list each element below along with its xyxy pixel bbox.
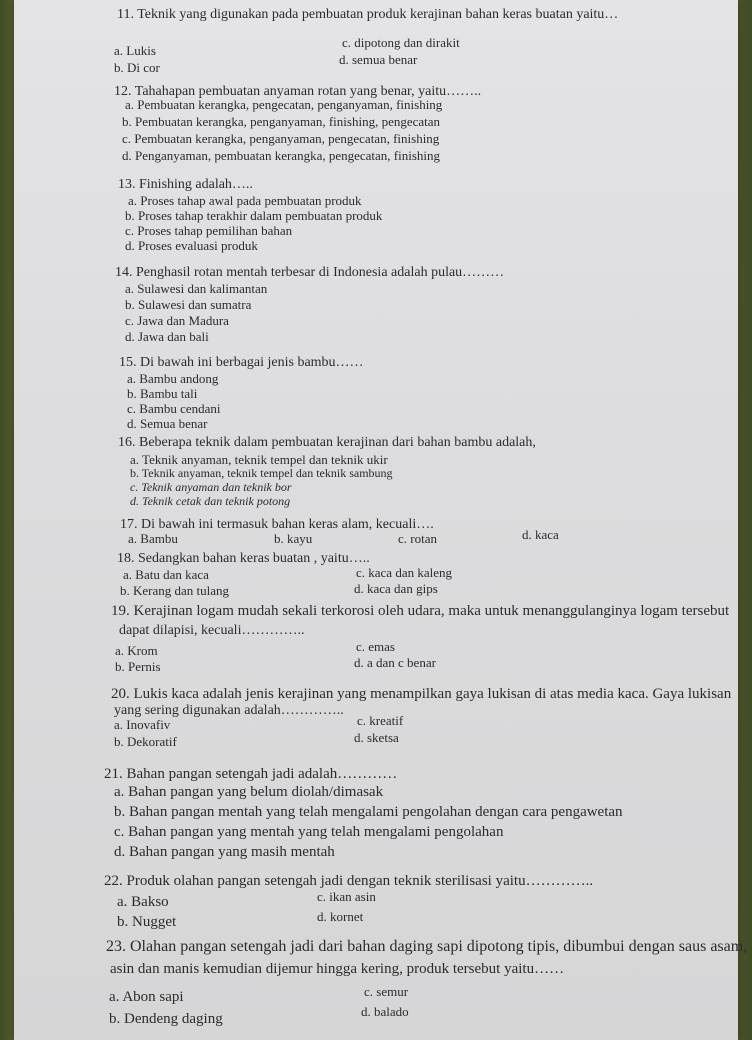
question-22: 22. Produk olahan pangan setengah jadi dengan teknik sterilisasi yaitu………….. <box>104 873 594 889</box>
q18-option-a: a. Batu dan kaca <box>123 567 209 582</box>
q14-option-d: d. Jawa dan bali <box>125 329 209 344</box>
q22-option-c: c. ikan asin <box>317 889 376 904</box>
q19-option-b: b. Pernis <box>115 659 161 674</box>
q15-option-b: b. Bambu tali <box>127 386 198 401</box>
q18-option-b: b. Kerang dan tulang <box>120 583 230 598</box>
question-23-line-1: 23. Olahan pangan setengah jadi dari bahan daging sapi dipotong tipis, dibumbui dengan saus asam, <box>106 938 748 955</box>
q20-option-c: c. kreatif <box>357 713 404 728</box>
q16-option-a: a. Teknik anyaman, teknik tempel dan teknik ukir <box>130 452 388 467</box>
q13-option-d: d. Proses evaluasi produk <box>125 238 258 253</box>
q23-option-a: a. Abon sapi <box>109 989 184 1005</box>
exam-paper <box>14 0 748 1040</box>
question-11: 11. Teknik yang digunakan pada pembuatan produk kerajinan bahan keras buatan yaitu… <box>117 7 619 22</box>
q21-option-b: b. Bahan pangan mentah yang telah mengalami pengolahan dengan cara pengawetan <box>114 804 623 820</box>
question-14: 14. Penghasil rotan mentah terbesar di Indonesia adalah pulau……… <box>115 265 505 280</box>
q15-option-a: a. Bambu andong <box>127 371 219 386</box>
q23-option-b: b. Dendeng daging <box>109 1011 223 1027</box>
q19-option-a: a. Krom <box>115 643 158 658</box>
q23-option-d: d. balado <box>361 1004 409 1019</box>
q11-option-d: d. semua benar <box>339 52 418 67</box>
q14-option-b: b. Sulawesi dan sumatra <box>125 297 252 312</box>
q17-option-c: c. rotan <box>398 531 437 546</box>
question-20-line-2: yang sering digunakan adalah………….. <box>114 703 344 718</box>
question-12: 12. Tahahapan pembuatan anyaman rotan yang benar, yaitu…….. <box>114 84 482 99</box>
question-17: 17. Di bawah ini termasuk bahan keras alam, kecuali…. <box>120 517 434 532</box>
question-15: 15. Di bawah ini berbagai jenis bambu…… <box>119 355 364 370</box>
q13-option-c: c. Proses tahap pemilihan bahan <box>125 223 293 238</box>
q11-option-c: c. dipotong dan dirakit <box>342 35 460 50</box>
q22-option-b: b. Nugget <box>117 914 177 930</box>
q12-option-b: b. Pembuatan kerangka, penganyaman, finishing, pengecatan <box>122 114 441 129</box>
q17-option-b: b. kayu <box>274 531 313 546</box>
question-19-line-1: 19. Kerajinan logam mudah sekali terkorosi oleh udara, maka untuk menanggulanginya logam tersebut <box>111 603 730 619</box>
q16-option-d: d. Teknik cetak dan teknik potong <box>130 494 291 508</box>
q16-option-b: b. Teknik anyaman, teknik tempel dan teknik sambung <box>130 466 393 480</box>
q12-option-d: d. Penganyaman, pembuatan kerangka, pengecatan, finishing <box>122 148 441 163</box>
q12-option-c: c. Pembuatan kerangka, penganyaman, pengecatan, finishing <box>122 131 440 146</box>
q20-option-d: d. sketsa <box>354 730 399 745</box>
q15-option-d: d. Semua benar <box>127 416 208 431</box>
q21-option-a: a. Bahan pangan yang belum diolah/dimasak <box>114 784 384 800</box>
q13-option-a: a. Proses tahap awal pada pembuatan produk <box>128 193 362 208</box>
q23-option-c: c. semur <box>364 984 409 999</box>
question-23-line-2: asin dan manis kemudian dijemur hingga kering, produk tersebut yaitu…… <box>110 961 565 977</box>
q14-option-a: a. Sulawesi dan kalimantan <box>125 281 268 296</box>
q19-option-d: d. a dan c benar <box>354 655 436 670</box>
question-20-line-1: 20. Lukis kaca adalah jenis kerajinan yang menampilkan gaya lukisan di atas media kaca. Gaya lukisan <box>111 686 732 702</box>
q21-option-d: d. Bahan pangan yang masih mentah <box>114 844 335 860</box>
q19-option-c: c. emas <box>356 639 395 654</box>
q22-option-a: a. Bakso <box>117 894 169 910</box>
q11-option-a: a. Lukis <box>114 43 156 58</box>
question-16: 16. Beberapa teknik dalam pembuatan kerajinan dari bahan bambu adalah, <box>118 435 536 450</box>
question-19-line-2: dapat dilapisi, kecuali………….. <box>119 623 305 638</box>
q18-option-d: d. kaca dan gips <box>354 581 438 596</box>
q17-option-d: d. kaca <box>522 527 559 542</box>
question-18: 18. Sedangkan bahan keras buatan , yaitu….. <box>117 551 370 566</box>
q17-option-a: a. Bambu <box>128 531 178 546</box>
q21-option-c: c. Bahan pangan yang mentah yang telah mengalami pengolahan <box>114 824 504 840</box>
question-21: 21. Bahan pangan setengah jadi adalah………… <box>104 766 398 782</box>
q14-option-c: c. Jawa dan Madura <box>125 313 229 328</box>
q22-option-d: d. kornet <box>317 909 364 924</box>
q12-option-a: a. Pembuatan kerangka, pengecatan, penganyaman, finishing <box>125 97 443 112</box>
q15-option-c: c. Bambu cendani <box>127 401 221 416</box>
q11-option-b: b. Di cor <box>114 60 160 75</box>
q20-option-a: a. Inovafiv <box>114 717 171 732</box>
q16-option-c: c. Teknik anyaman dan teknik bor <box>130 480 292 494</box>
question-13: 13. Finishing adalah….. <box>118 177 253 192</box>
q18-option-c: c. kaca dan kaleng <box>356 565 453 580</box>
q20-option-b: b. Dekoratif <box>114 734 177 749</box>
q13-option-b: b. Proses tahap terakhir dalam pembuatan produk <box>125 208 383 223</box>
